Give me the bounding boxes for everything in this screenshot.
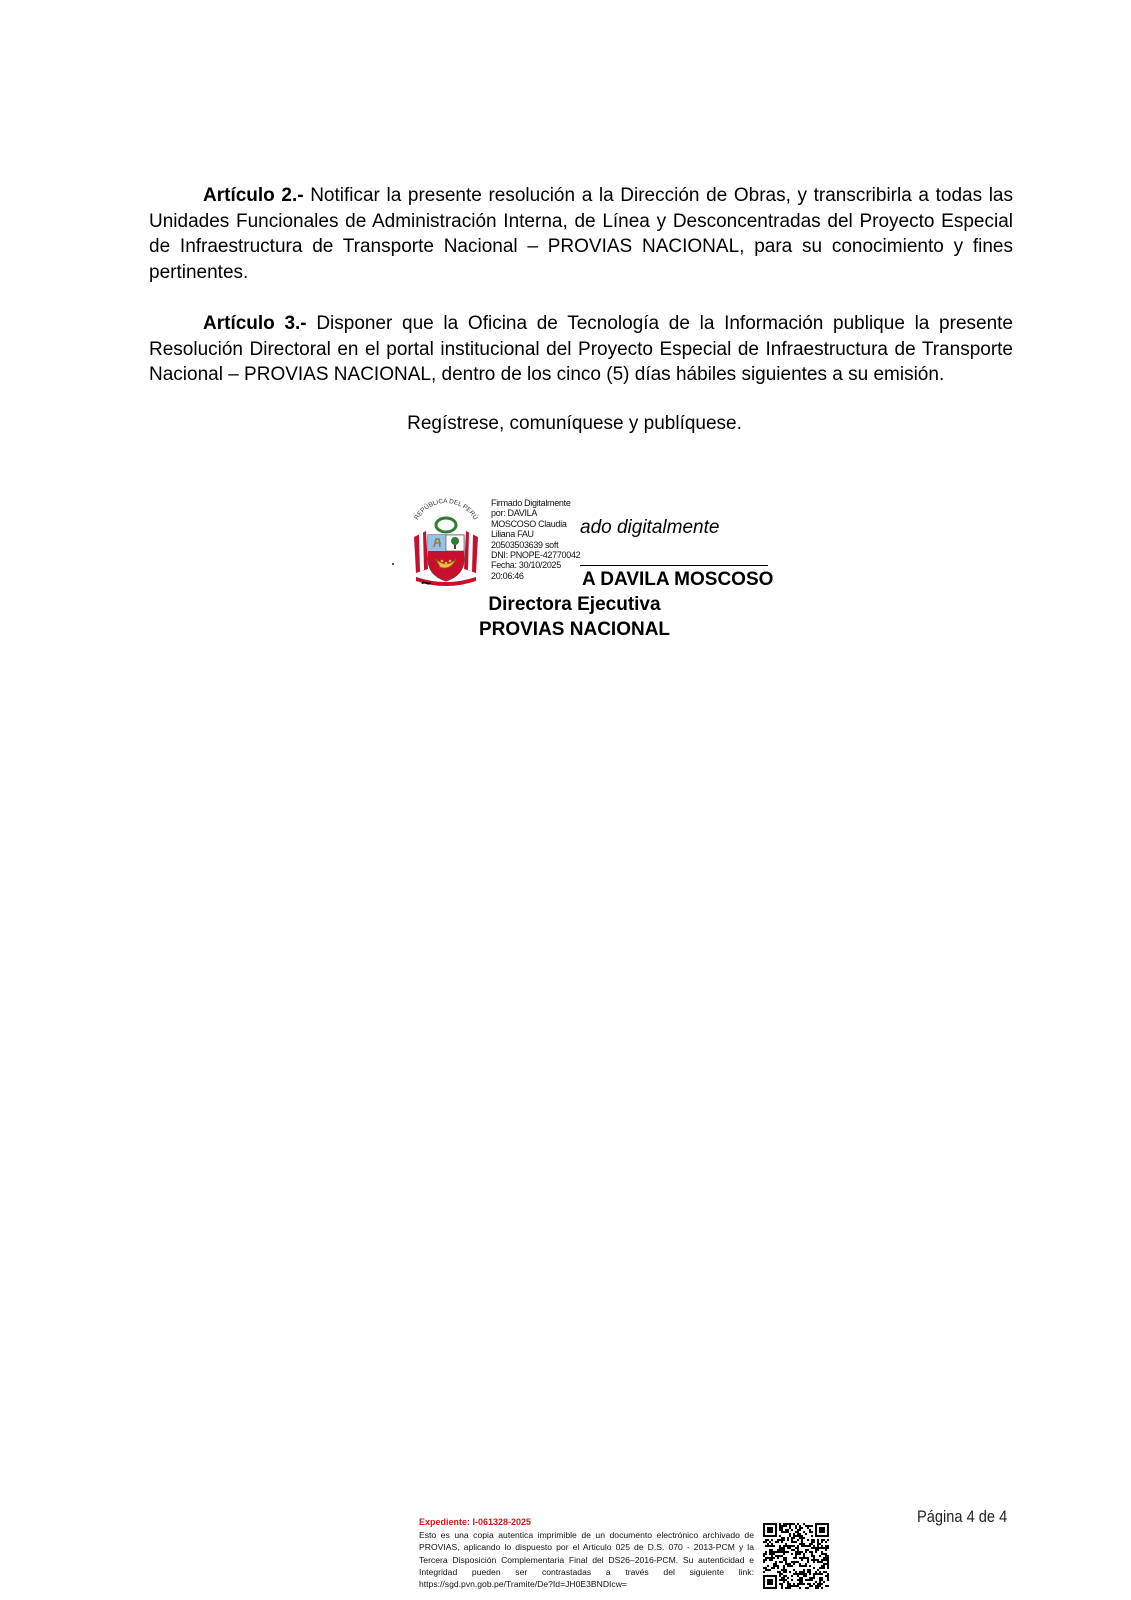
closing-formula: Regístrese, comuníquese y publíquese. [407,413,742,434]
stamp-line: por: DAVILA [491,508,538,519]
expediente-number: Expediente: I-061328-2025 [419,1517,532,1527]
qr-code-icon [763,1523,829,1589]
article-3-text: Disponer que la Oficina de Tecnología de la Información publique la presente Resolución Directoral en el portal institucional del Proyecto Especial de Infraestructura de Transporte Nacional – PROVIAS NACIONAL, dentro de los cinco (5) días hábiles siguientes a su emisión. [149,313,1013,386]
page-number: Página 4 de 4 [917,1507,1008,1526]
signature-dot [392,563,394,565]
article-3-heading: Artículo 3.- [203,313,307,334]
article-2-heading: Artículo 2.- [203,185,304,206]
stamp-line: MOSCOSO Claudia [491,518,567,529]
stamp-line: 20503503639 soft [491,539,559,550]
signature-mark: ~ [421,573,432,593]
authenticity-footer [419,1516,754,1590]
signature-line [580,565,768,566]
stamp-line: Liliana FAU [491,529,534,540]
stamp-line: 20:06:46 [491,570,524,581]
article-2-text: Notificar la presente resolución a la Dirección de Obras, y transcribirla a todas las Unidades Funcionales de Administración Interna, de Línea y Desconcentradas del Proyecto Especial de Infraestructura de Transporte Nacional – PROVIAS NACIONAL, para su conocimiento y fines pertinentes. [149,185,1013,284]
seal-caption-text: REPÚBLICA DEL PERÚ [413,497,479,522]
signature-block [0,0,1131,660]
signed-digitally-note: ado digitalmente [580,517,720,538]
authenticity-note: Esto es una copia autentica imprimible de un documento electrónico archivado de PROVIAS, aplicando lo dispuesto por el Articulo 025 de D.S. 070 - 2013-PCM y la Tercera Disposición Complementaria Final del DS26–2016-PCM. Su autenticidad e Integridad pueden ser contrastadas a través del siguiente link: https://sgd.pvn.gob.pe/Tramite/De?Id=JH0E3BNDIcw= [419,1530,754,1590]
stamp-line: DNI: PNOPE-42770042 [491,550,581,561]
stamp-line: Firmado Digitalmente [491,498,571,508]
signer-role: Directora Ejecutiva [488,594,661,615]
stamp-line: Fecha: 30/10/2025 [491,560,561,571]
signer-organization: PROVIAS NACIONAL [478,619,671,640]
signer-name: A DAVILA MOSCOSO [582,569,774,590]
